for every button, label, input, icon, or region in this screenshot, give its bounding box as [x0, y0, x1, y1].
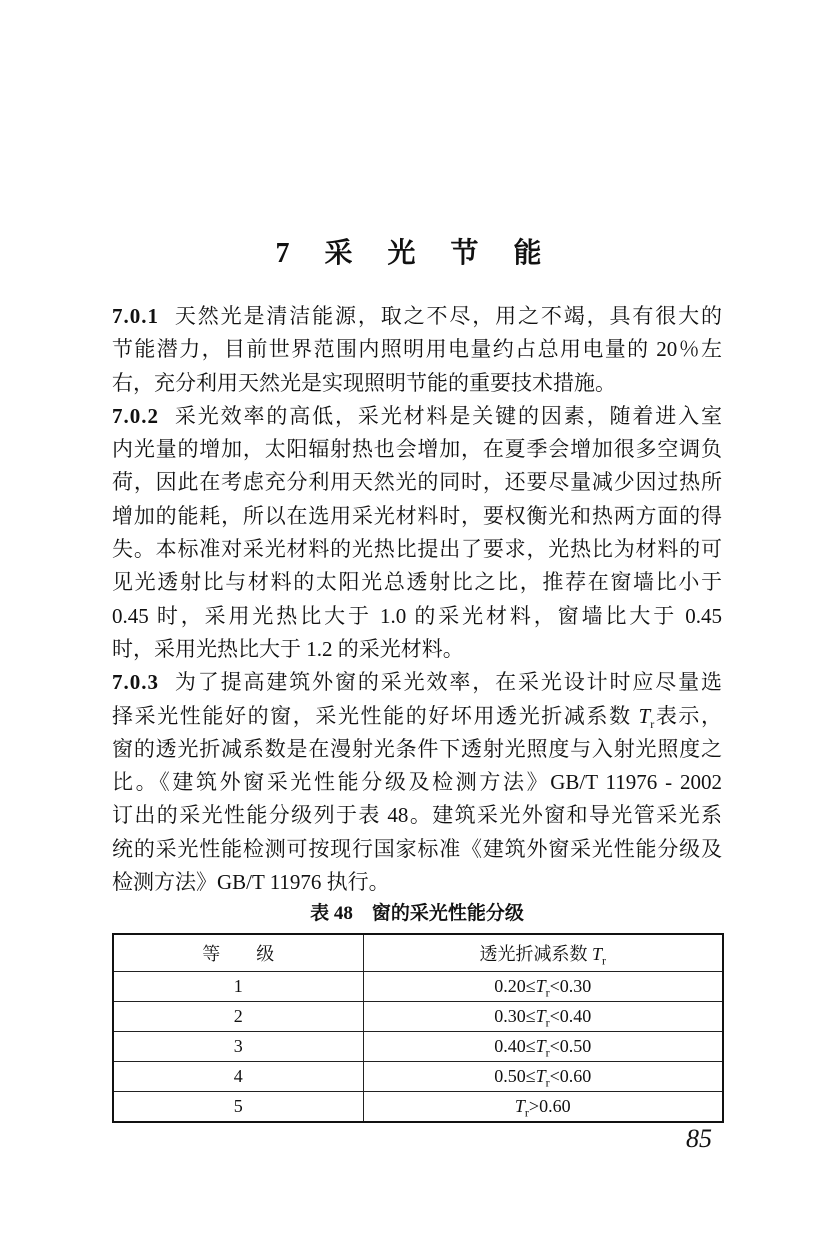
grade-cell: 4 — [113, 1062, 363, 1092]
paragraph-line: 订出的采光性能分级列于表 48。建筑采光外窗和导光管采光系 — [112, 803, 722, 828]
table-caption: 表 48 窗的采光性能分级 — [310, 903, 524, 924]
clause-number: 7.0.1 — [112, 304, 159, 328]
paragraph-line: 窗的透光折减系数是在漫射光条件下透射光照度与入射光照度之 — [112, 736, 722, 761]
paragraph-line: 比。《建筑外窗采光性能分级及检测方法》GB/T 11976 - 2002 — [112, 770, 722, 795]
table-row — [113, 1092, 723, 1123]
body-paragraphs — [112, 300, 722, 899]
paragraph-line: 7.0.2 采光效率的高低，采光材料是关键的因素，随着进入室 — [112, 403, 722, 428]
grading-table-header — [113, 934, 723, 972]
paragraph-line: 荷，因此在考虑充分利用天然光的同时，还要尽量减少因过热所 — [112, 470, 722, 495]
paragraph-line: 0.45 时，采用光热比大于 1.0 的采光材料，窗墙比大于 0.45 — [112, 603, 722, 628]
table-row — [113, 1002, 723, 1032]
table-header-row — [113, 934, 723, 972]
paragraph-line: 统的采光性能检测可按现行国家标准《建筑外窗采光性能分级及 — [112, 836, 722, 861]
clause-number: 7.0.3 — [112, 670, 159, 695]
paragraph-line: 7.0.3 为了提高建筑外窗的采光效率，在采光设计时应尽量选 — [112, 670, 722, 695]
clause-number: 7.0.2 — [112, 403, 159, 428]
range-cell: $T_r>0.60$ — [363, 1092, 723, 1123]
symbol-Tr: T — [535, 1006, 546, 1026]
table-row — [113, 1062, 723, 1092]
table-row — [113, 1032, 723, 1062]
paragraph-line: 内光量的增加，太阳辐射热也会增加，在夏季会增加很多空调负 — [112, 437, 722, 462]
paragraph-line: 7.0.1 天然光是清洁能源，取之不尽，用之不竭，具有很大的 — [112, 304, 722, 328]
range-cell: $0.20\le T_r<0.30$ — [363, 972, 723, 1002]
paragraph-line: 右，充分利用天然光是实现照明节能的重要技术措施。 — [112, 370, 616, 395]
grade-cell: 5 — [113, 1092, 363, 1123]
paragraph-line: 增加的能耗，所以在选用采光材料时，要权衡光和热两方面的得 — [112, 503, 722, 528]
range-cell: $0.30\le T_r<0.40$ — [363, 1002, 723, 1032]
symbol-Tr: T — [535, 1036, 546, 1056]
symbol-Tr: T — [514, 1096, 525, 1116]
page-number: 85 — [686, 1124, 712, 1153]
symbol-Tr: T — [638, 703, 651, 728]
paragraph-line: 失。本标准对采光材料的光热比提出了要求，光热比为材料的可 — [112, 537, 722, 562]
range-cell: $0.40\le T_r<0.50$ — [363, 1032, 723, 1062]
table-column-header: 等 级 — [113, 934, 363, 972]
grade-cell: 1 — [113, 972, 363, 1002]
grade-cell: 2 — [113, 1002, 363, 1032]
paragraph-line: 择采光性能好的窗，采光性能的好坏用透光折减系数 $T_r$表示， — [112, 703, 723, 731]
table-row — [113, 972, 723, 1002]
table-column-header: 透光折减系数 $T_r$ — [363, 934, 723, 972]
paragraph-line: 检测方法》GB/T 11976 执行。 — [112, 870, 390, 895]
daylighting-grading-table — [112, 933, 724, 1123]
symbol-Tr: T — [591, 944, 602, 964]
range-cell: $0.50\le T_r<0.60$ — [363, 1062, 723, 1092]
paragraph-line: 见光透射比与材料的太阳光总透射比之比，推荐在窗墙比小于 — [112, 570, 722, 595]
chapter-title: 7 采 光 节 能 — [275, 237, 552, 269]
grade-cell: 3 — [113, 1032, 363, 1062]
symbol-Tr: T — [535, 1066, 546, 1086]
paragraph-line: 时，采用光热比大于 1.2 的采光材料。 — [112, 636, 464, 661]
symbol-Tr: T — [535, 976, 546, 996]
grading-table-body — [113, 972, 723, 1123]
paragraph-line: 节能潜力，目前世界范围内照明用电量约占总用电量的 20％左 — [112, 337, 722, 362]
